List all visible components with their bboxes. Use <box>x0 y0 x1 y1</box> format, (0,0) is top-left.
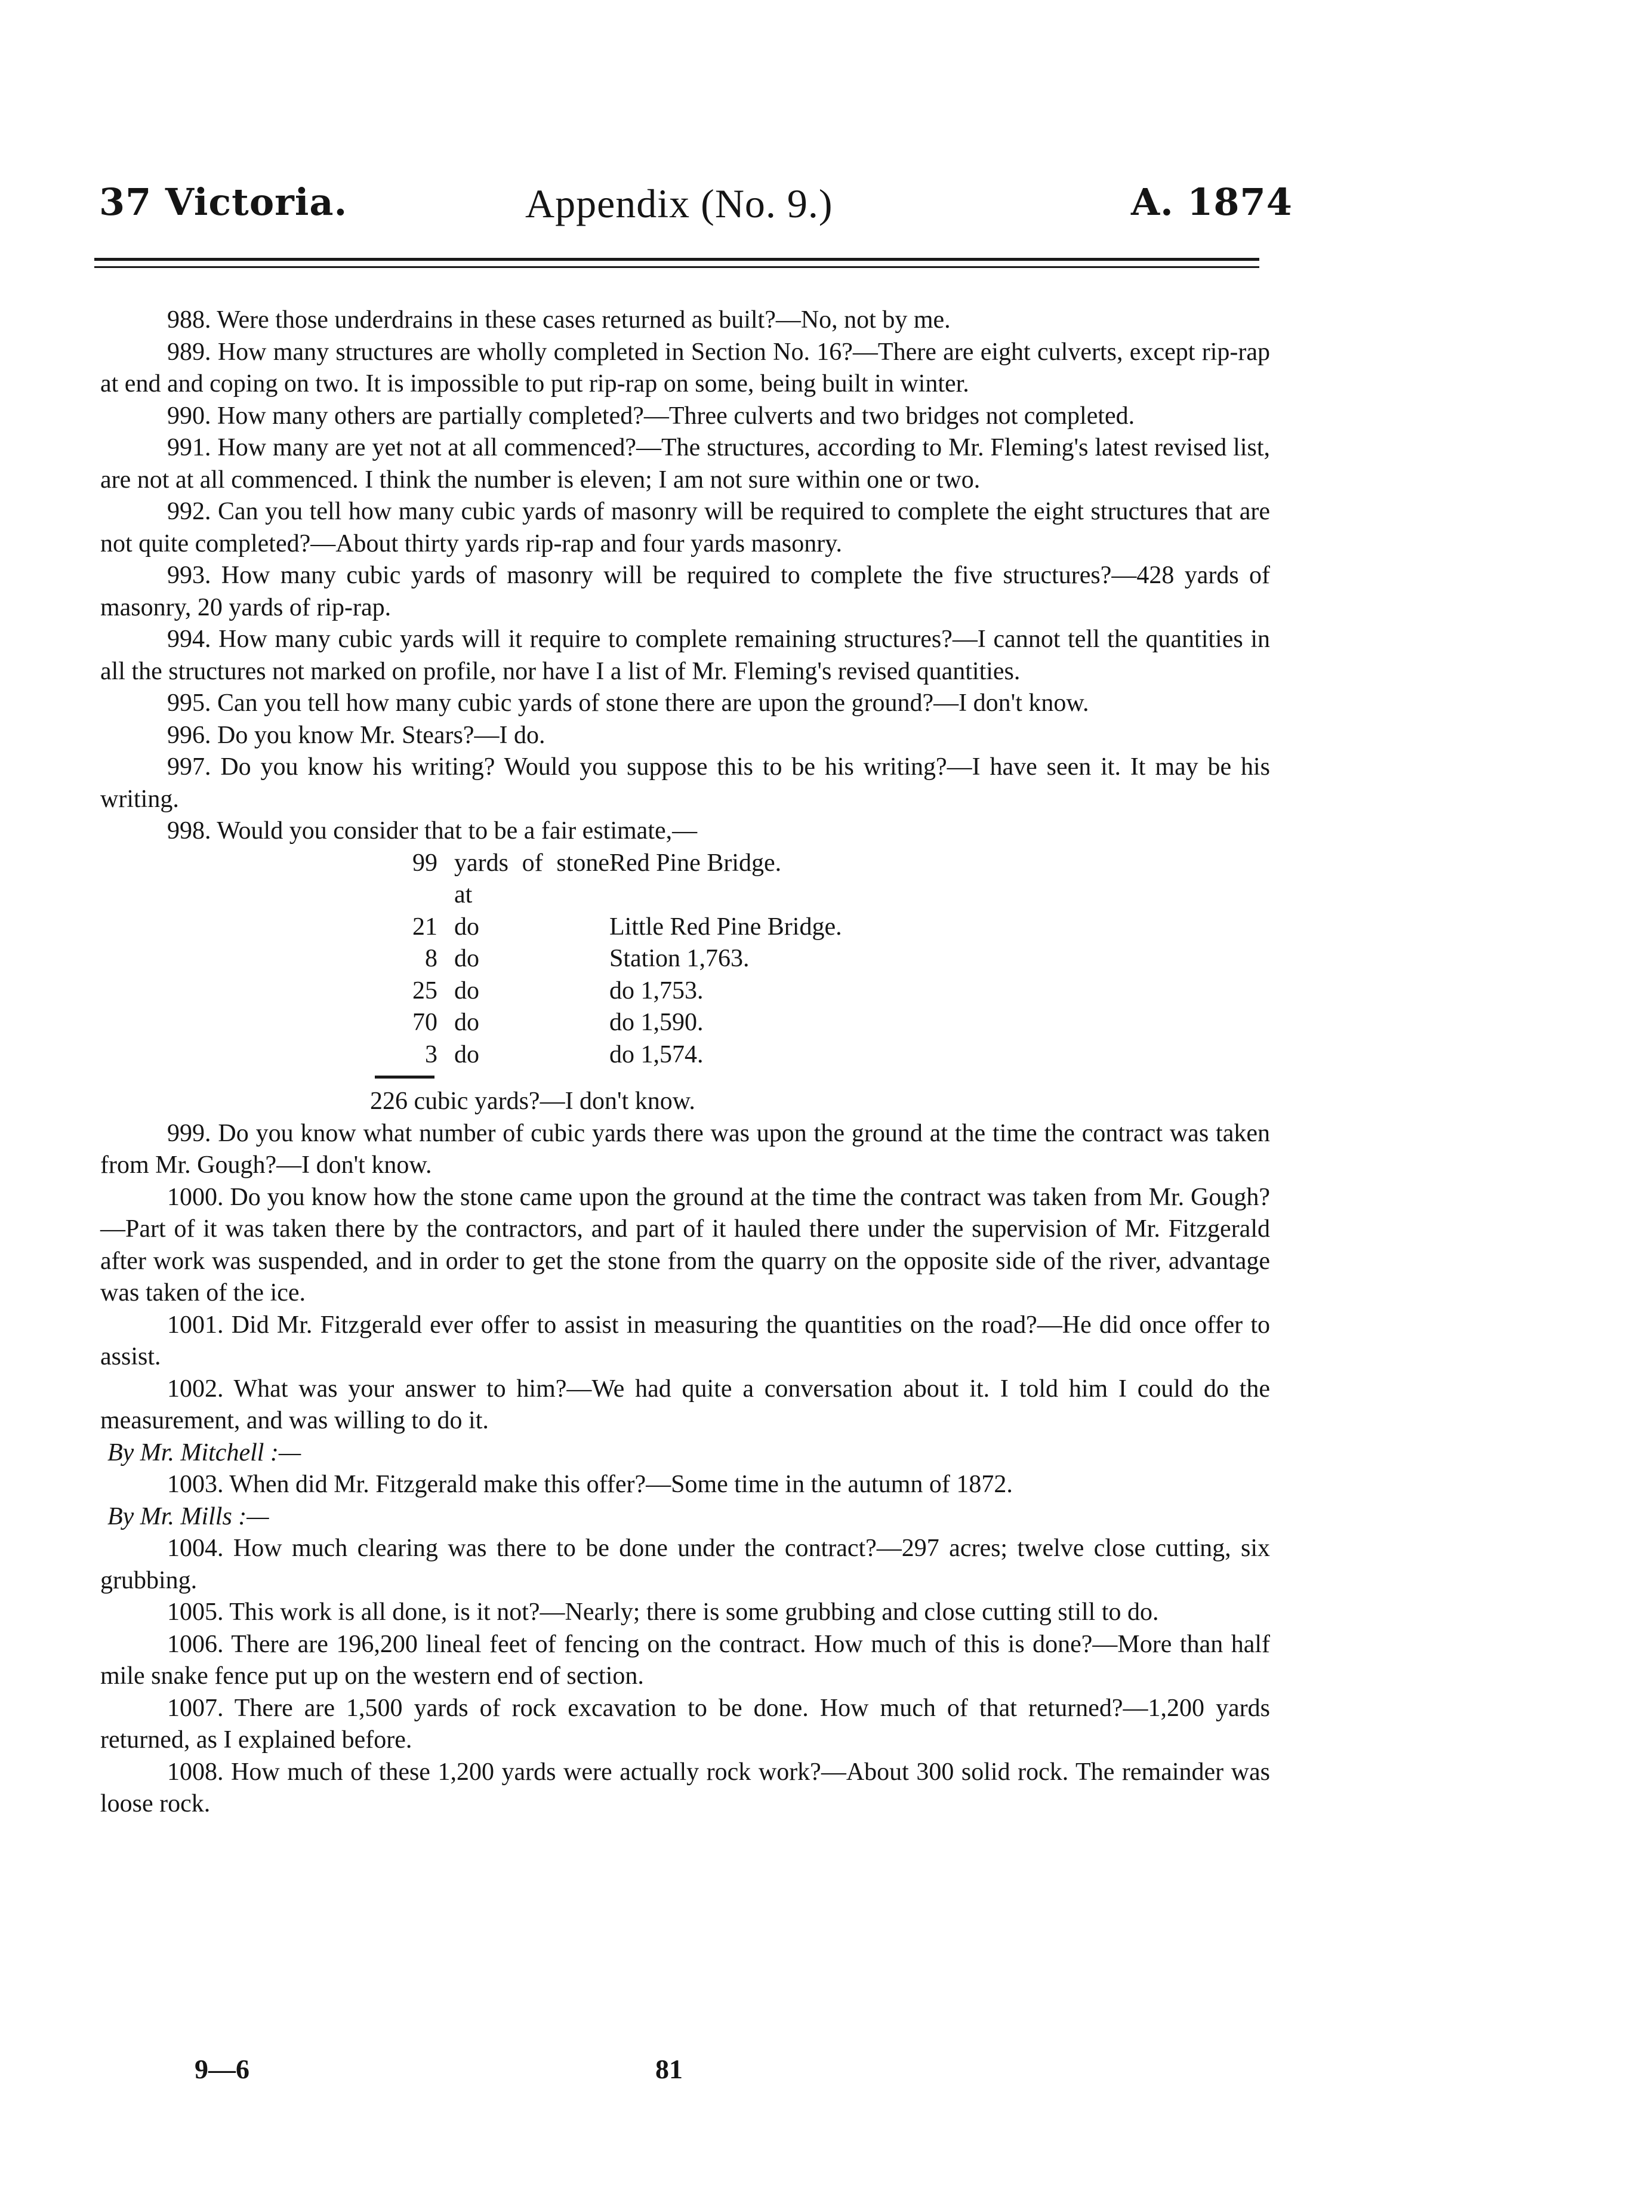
table-row <box>381 943 1097 975</box>
question-994: 994. How many cubic yards will it require to complete remaining structures?—I cannot tell the quantities in all the structures not marked on profile, nor have I a list of Mr. Fleming's revised quantities. <box>100 626 1270 685</box>
table-row <box>381 975 1097 1008</box>
footer-page-number: 81 <box>655 2054 683 2084</box>
question-1007: 1007. There are 1,500 yards of rock excavation to be done. How much of that returned?—1,200 yards returned, as I explained before. <box>100 1694 1270 1754</box>
question-1005: 1005. This work is all done, is it not?—Nearly; there is some grubbing and close cutting still to do. <box>167 1598 1159 1626</box>
estimate-unit: do <box>454 913 479 941</box>
estimate-qty: 25 <box>412 976 437 1005</box>
estimate-qty: 3 <box>425 1040 437 1068</box>
document-body <box>100 304 1270 1820</box>
estimate-desc: Red Pine Bridge. <box>609 849 782 877</box>
question-999: 999. Do you know what number of cubic yards there was upon the ground at the time the contract was taken from Mr. Gough?—I don't know. <box>100 1119 1270 1179</box>
estimate-desc: do 1,753. <box>609 976 704 1005</box>
attribution-mitchell: By Mr. Mitchell :— <box>107 1438 301 1467</box>
question-1002: 1002. What was your answer to him?—We had quite a conversation about it. I told him I could do the measurement, and was willing to do it. <box>100 1375 1270 1434</box>
table-row <box>381 1039 1097 1071</box>
question-993: 993. How many cubic yards of masonry will be required to complete the five structures?—428 yards of masonry, 20 yards of rip-rap. <box>100 562 1270 621</box>
footer-signature-mark: 9—6 <box>195 2054 249 2084</box>
question-1000: 1000. Do you know how the stone came upon the ground at the time the contract was taken from Mr. Gough?—Part of it was taken there by the contractors, and part of it hauled there under the supervision of Mr. Fitzgerald after work was suspended, and in order to get the stone from the quarry on the opposite side of the river, advantage was taken of the ice. <box>100 1183 1270 1307</box>
question-989: 989. How many structures are wholly completed in Section No. 16?—There are eight culverts, except rip-rap at end and coping on two. It is impossible to put rip-rap on some, being built in winter. <box>100 338 1270 398</box>
sum-rule <box>375 1076 434 1079</box>
estimate-desc: Little Red Pine Bridge. <box>609 913 842 941</box>
question-1004: 1004. How much clearing was there to be done under the contract?—297 acres; twelve close cutting, six grubbing. <box>100 1535 1270 1594</box>
estimate-desc: do 1,574. <box>609 1040 704 1068</box>
estimate-unit: do <box>454 1009 479 1036</box>
question-996: 996. Do you know Mr. Stears?—I do. <box>167 721 545 749</box>
estimate-qty: 21 <box>412 913 437 941</box>
estimate-unit: yards of stone at <box>454 849 609 908</box>
table-row <box>381 1007 1097 1039</box>
estimate-unit: do <box>454 945 479 972</box>
estimate-table <box>381 848 1097 1071</box>
question-995: 995. Can you tell how many cubic yards of stone there are upon the ground?—I don't know. <box>167 689 1089 717</box>
header-year: A. 1874 <box>1131 180 1293 224</box>
question-1001: 1001. Did Mr. Fitzgerald ever offer to assist in measuring the quantities on the road?—He did once offer to assist. <box>100 1311 1270 1370</box>
question-1006: 1006. There are 196,200 lineal feet of fencing on the contract. How much of this is done?—More than half mile snake fence put up on the western end of section. <box>100 1630 1270 1690</box>
question-997: 997. Do you know his writing? Would you suppose this to be his writing?—I have seen it. It may be his writing. <box>100 753 1270 813</box>
table-row <box>381 911 1097 944</box>
attribution-mills: By Mr. Mills :— <box>107 1502 269 1530</box>
estimate-unit: do <box>454 976 479 1005</box>
header-rule-thin <box>94 266 1259 268</box>
question-990: 990. How many others are partially completed?—Three culverts and two bridges not completed. <box>167 402 1135 430</box>
estimate-qty: 99 <box>412 849 437 877</box>
header-appendix: Appendix (No. 9.) <box>525 181 833 226</box>
estimate-total: 226 cubic yards?—I don't know. <box>370 1087 695 1115</box>
question-992: 992. Can you tell how many cubic yards of masonry will be required to complete the eight structures that are not quite completed?—About thirty yards rip-rap and four yards masonry. <box>100 498 1270 557</box>
estimate-desc: Station 1,763. <box>609 945 750 972</box>
table-row <box>381 848 1097 911</box>
question-998: 998. Would you consider that to be a fair estimate,— <box>167 817 698 845</box>
question-988: 988. Were those underdrains in these cases returned as built?—No, not by me. <box>167 306 951 334</box>
estimate-desc: do 1,590. <box>609 1009 704 1036</box>
question-1008: 1008. How much of these 1,200 yards were actually rock work?—About 300 solid rock. The remainder was loose rock. <box>100 1758 1270 1817</box>
estimate-qty: 8 <box>425 945 437 972</box>
question-1003: 1003. When did Mr. Fitzgerald make this offer?—Some time in the autumn of 1872. <box>167 1471 1013 1498</box>
estimate-unit: do <box>454 1040 479 1068</box>
header-rule-thick <box>94 258 1259 261</box>
question-991: 991. How many are yet not at all commenced?—The structures, according to Mr. Fleming's latest revised list, are not at all commenced. I think the number is eleven; I am not sure within one or two. <box>100 434 1270 494</box>
estimate-qty: 70 <box>412 1009 437 1036</box>
header-session: 37 Victoria. <box>99 180 348 224</box>
